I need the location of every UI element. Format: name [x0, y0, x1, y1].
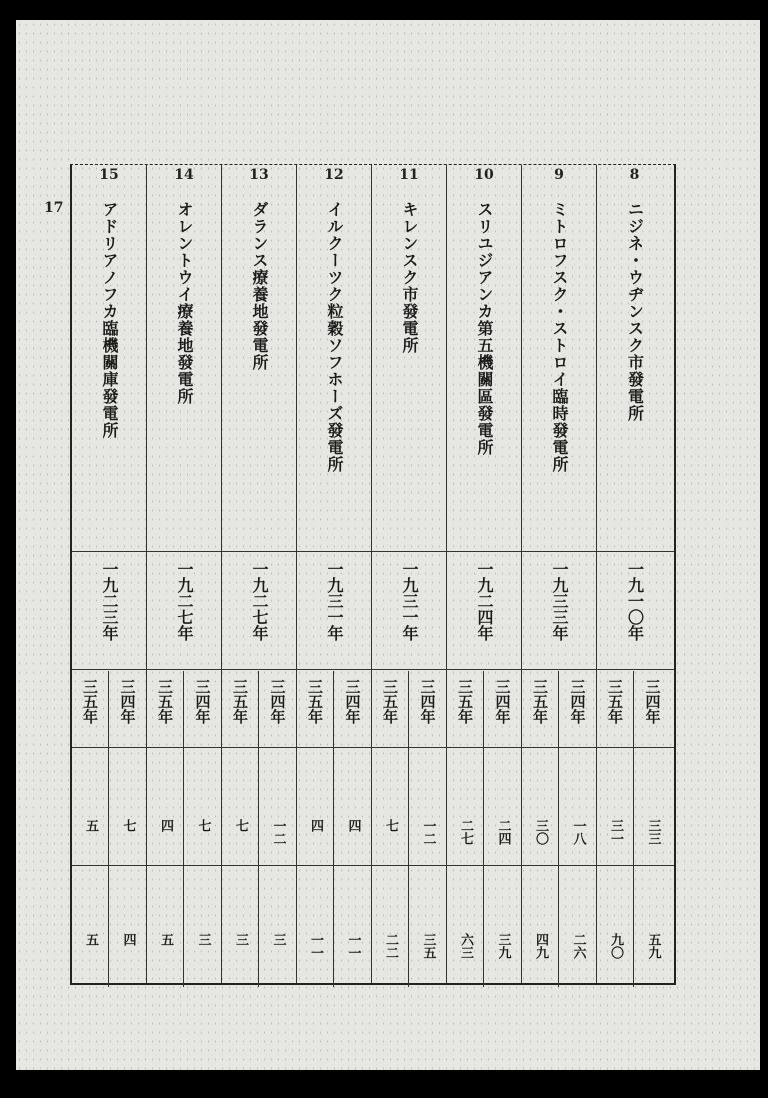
power-station-table [70, 164, 676, 985]
station-name: ミトロフスク・ストロイ臨時發電所 [550, 201, 569, 473]
year-label: 三五年 [606, 679, 624, 724]
value-cell: 一一 [345, 933, 361, 959]
value-cell: 七 [120, 819, 136, 832]
year-subcolumn [597, 671, 634, 987]
value-cell: 三 [233, 933, 248, 946]
year-subcolumn [522, 671, 559, 987]
station-column [447, 165, 522, 983]
year-subcolumn [409, 671, 446, 987]
established-year: 一九二三年 [100, 561, 119, 641]
station-name: アドリアノフカ臨機關庫發電所 [100, 201, 119, 439]
station-number: 10 [474, 167, 494, 183]
station-column [297, 165, 372, 983]
year-label: 三四年 [343, 679, 362, 724]
station-number: 15 [99, 167, 119, 183]
year-label: 三四年 [418, 679, 437, 724]
value-cell: 三一 [608, 819, 623, 845]
value-cell: 一二 [420, 819, 436, 845]
established-year: 一九三三年 [550, 561, 569, 641]
value-cell: 六三 [458, 933, 473, 959]
year-label: 三四年 [643, 679, 662, 724]
year-label: 三五年 [306, 679, 324, 724]
station-column [147, 165, 222, 983]
station-name: オレントウイ療養地發電所 [175, 201, 194, 405]
established-year: 一九二七年 [175, 561, 194, 641]
year-subcolumn [634, 671, 671, 987]
year-label: 三四年 [193, 679, 212, 724]
value-cell: 二四 [495, 819, 511, 845]
year-subcolumn [147, 671, 184, 987]
year-label: 三四年 [118, 679, 137, 724]
year-subcolumn [297, 671, 334, 987]
station-column [72, 165, 147, 983]
station-name: スリユジアンカ第五機關區發電所 [475, 201, 494, 456]
year-subcolumn [259, 671, 296, 987]
value-cell: 三 [195, 933, 211, 946]
station-column [372, 165, 447, 983]
value-cell: 七 [195, 819, 211, 832]
value-cell: 九〇 [608, 933, 623, 959]
station-number: 8 [629, 167, 640, 183]
station-name: イルクーツク粒穀ソフホーズ發電所 [325, 201, 344, 473]
established-year: 一九三一年 [325, 561, 344, 641]
station-name: ダランス療養地發電所 [250, 201, 269, 371]
value-cell: 七 [233, 819, 248, 832]
year-subcolumn [109, 671, 146, 987]
value-cell: 七 [383, 819, 398, 832]
value-cell: 四 [120, 933, 136, 946]
year-label: 三五年 [381, 679, 399, 724]
year-label: 三五年 [81, 679, 99, 724]
value-cell: 三九 [495, 933, 511, 959]
year-label: 三五年 [456, 679, 474, 724]
station-number: 14 [174, 167, 194, 183]
value-cell: 一八 [570, 819, 586, 845]
year-subcolumn [334, 671, 371, 987]
value-cell: 五 [83, 933, 98, 946]
value-cell: 三〇 [533, 819, 548, 845]
value-cell: 四 [158, 819, 173, 832]
established-year: 一九一〇年 [625, 561, 645, 641]
value-cell: 一二 [270, 819, 286, 845]
value-cell: 五 [158, 933, 173, 946]
station-column [597, 165, 672, 983]
value-cell: 五 [83, 819, 98, 832]
value-cell: 一一 [308, 933, 323, 959]
established-year: 一九二七年 [250, 561, 269, 641]
station-name: キレンスク市發電所 [400, 201, 419, 354]
value-cell: 五九 [645, 933, 661, 959]
established-year: 一九三一年 [400, 561, 419, 641]
year-subcolumn [72, 671, 109, 987]
year-subcolumn [447, 671, 484, 987]
station-number: 9 [554, 167, 564, 183]
year-subcolumn [184, 671, 221, 987]
year-subcolumn [559, 671, 596, 987]
year-label: 三五年 [156, 679, 174, 724]
station-column [222, 165, 297, 983]
year-label: 三五年 [231, 679, 249, 724]
value-cell: 三三 [645, 819, 661, 845]
value-cell: 四 [345, 819, 361, 832]
page-number: 17 [44, 200, 64, 216]
station-number: 13 [249, 167, 269, 183]
year-label: 三四年 [568, 679, 587, 724]
year-subcolumn [372, 671, 409, 987]
year-label: 三五年 [531, 679, 549, 724]
value-cell: 四九 [533, 933, 548, 959]
established-year: 一九二四年 [475, 561, 494, 641]
year-subcolumn [484, 671, 521, 987]
year-subcolumn [222, 671, 259, 987]
station-number: 11 [399, 167, 419, 183]
year-label: 三四年 [268, 679, 287, 724]
value-cell: 二二 [383, 933, 398, 959]
value-cell: 二六 [570, 933, 586, 959]
station-column [522, 165, 597, 983]
value-cell: 三 [270, 933, 286, 946]
station-number: 12 [324, 167, 344, 183]
station-name: ニジネ・ウヂンスク市發電所 [625, 201, 645, 422]
year-label: 三四年 [493, 679, 512, 724]
value-cell: 二七 [458, 819, 473, 845]
value-cell: 三五 [420, 933, 436, 959]
value-cell: 四 [308, 819, 323, 832]
